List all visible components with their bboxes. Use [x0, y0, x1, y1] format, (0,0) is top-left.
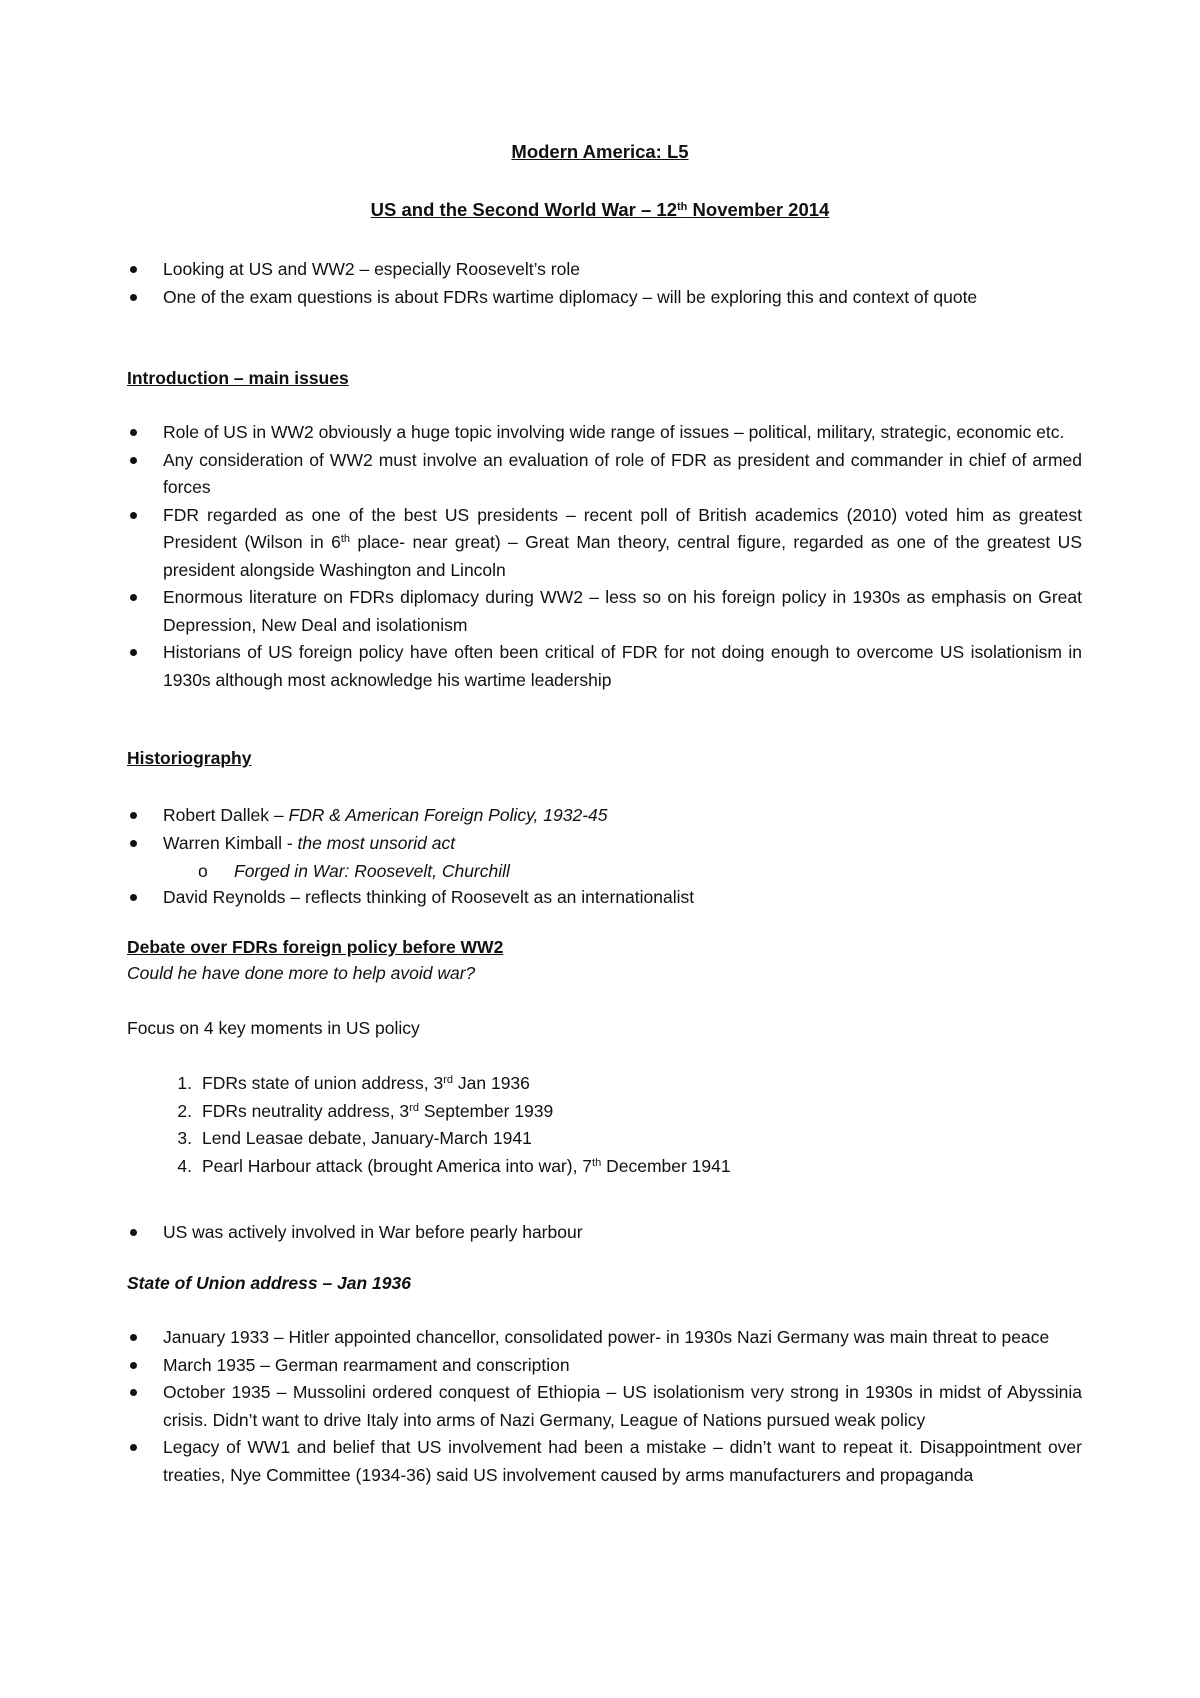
list-item: Historians of US foreign policy have often been critical of FDR for not doing enough to overcome US isolationism in 1930s although most acknowledge his wartime leadership — [127, 639, 1082, 694]
subtitle-date: November 2014 — [687, 199, 830, 220]
sub-list-item — [198, 858, 998, 885]
superscript: rd — [409, 1101, 419, 1114]
state-of-union-bullet-list — [127, 1324, 1082, 1489]
section-heading-debate: Debate over FDRs foreign policy before WW2 — [127, 937, 504, 957]
list-number: 3. — [177, 1128, 192, 1148]
list-item-text: place- near great) – Great Man theory, central figure, regarded as one of the greatest US president alongside Washington and Lincoln — [163, 532, 1082, 580]
list-item-text: Pearl Harbour attack (brought America into war), 7 — [202, 1155, 593, 1176]
key-moments-list — [164, 1070, 1064, 1180]
list-item — [127, 502, 1082, 585]
list-item — [164, 1125, 1064, 1153]
list-item: January 1933 – Hitler appointed chancellor, consolidated power- in 1930s Nazi Germany was main threat to peace — [127, 1324, 1082, 1352]
author-text: Robert Dallek – — [163, 805, 289, 825]
work-title: FDR & American Foreign Policy, 1932-45 — [288, 805, 608, 825]
list-item-text: September 1939 — [418, 1100, 554, 1121]
superscript: th — [340, 533, 351, 545]
list-item: March 1935 – German rearmament and conscription — [127, 1352, 1082, 1380]
list-item: Looking at US and WW2 – especially Roosevelt’s role — [127, 256, 1082, 284]
introduction-bullet-list — [127, 419, 1082, 694]
intro-bullet-list — [127, 256, 1082, 311]
list-item-text: FDRs neutrality address, 3 — [202, 1100, 410, 1121]
list-item-text: Jan 1936 — [453, 1073, 530, 1093]
work-title: the most unsorid act — [297, 832, 456, 853]
list-item — [164, 1153, 1064, 1181]
list-item-text: Lend Leasae debate, January-March 1941 — [202, 1128, 532, 1148]
list-number: 4. — [177, 1155, 192, 1176]
section-heading-state-of-union: State of Union address – Jan 1936 — [127, 1273, 411, 1293]
list-item-text: December 1941 — [601, 1155, 731, 1176]
list-item: Enormous literature on FDRs diplomacy during WW2 – less so on his foreign policy in 1930s as emphasis on Great Depression, New Deal and isolationism — [127, 584, 1082, 639]
list-item: October 1935 – Mussolini ordered conquest of Ethiopia – US isolationism very strong in 1930s in midst of Abyssinia crisis. Didn’t want to drive Italy into arms of Nazi Germany, League of Nations pursued weak policy — [127, 1379, 1082, 1434]
list-item: David Reynolds – reflects thinking of Roosevelt as an internationalist — [127, 884, 1082, 912]
list-item — [127, 802, 1082, 830]
list-number: 1. — [177, 1073, 192, 1093]
list-item: Any consideration of WW2 must involve an evaluation of role of FDR as president and commander in chief of armed forces — [127, 447, 1082, 502]
superscript: rd — [443, 1074, 454, 1086]
document-subtitle — [0, 199, 1200, 221]
list-item — [164, 1070, 1064, 1098]
subtitle-superscript: th — [677, 201, 688, 213]
list-item — [164, 1098, 1064, 1126]
list-item-text: FDRs state of union address, 3 — [202, 1073, 444, 1093]
section-heading-introduction: Introduction – main issues — [127, 368, 349, 388]
historiography-list — [127, 802, 1082, 857]
list-number: 2. — [177, 1100, 192, 1121]
work-title: Forged in War: Roosevelt, Churchill — [234, 861, 510, 881]
list-item — [127, 830, 1082, 858]
list-item: One of the exam questions is about FDRs wartime diplomacy – will be exploring this and context of quote — [127, 284, 1082, 312]
subtitle-text: US and the Second World War – 12 — [370, 199, 678, 220]
historiography-list-continued — [127, 884, 1082, 912]
sub-bullet-marker: o — [198, 861, 208, 881]
list-item-text: FDR regarded as one of the best US presidents – recent poll of British academics (2010) voted him as greatest President (Wilson in 6 — [163, 504, 1082, 552]
list-item: Legacy of WW1 and belief that US involvement had been a mistake – didn’t want to repeat it. Disappointment over treaties, Nye Committee (1934-36) said US involvement caused by arms manufacturers and propaganda — [127, 1434, 1082, 1489]
document-title: Modern America: L5 — [511, 141, 689, 162]
debate-note-list — [127, 1219, 1082, 1247]
list-item: Role of US in WW2 obviously a huge topic involving wide range of issues – political, military, strategic, economic etc. — [127, 419, 1082, 447]
debate-focus: Focus on 4 key moments in US policy — [127, 1018, 420, 1038]
debate-question: Could he have done more to help avoid war? — [127, 963, 476, 983]
list-item: US was actively involved in War before pearly harbour — [127, 1219, 1082, 1247]
author-text: Warren Kimball - — [163, 832, 298, 853]
section-heading-historiography: Historiography — [127, 748, 252, 768]
superscript: th — [592, 1156, 602, 1169]
